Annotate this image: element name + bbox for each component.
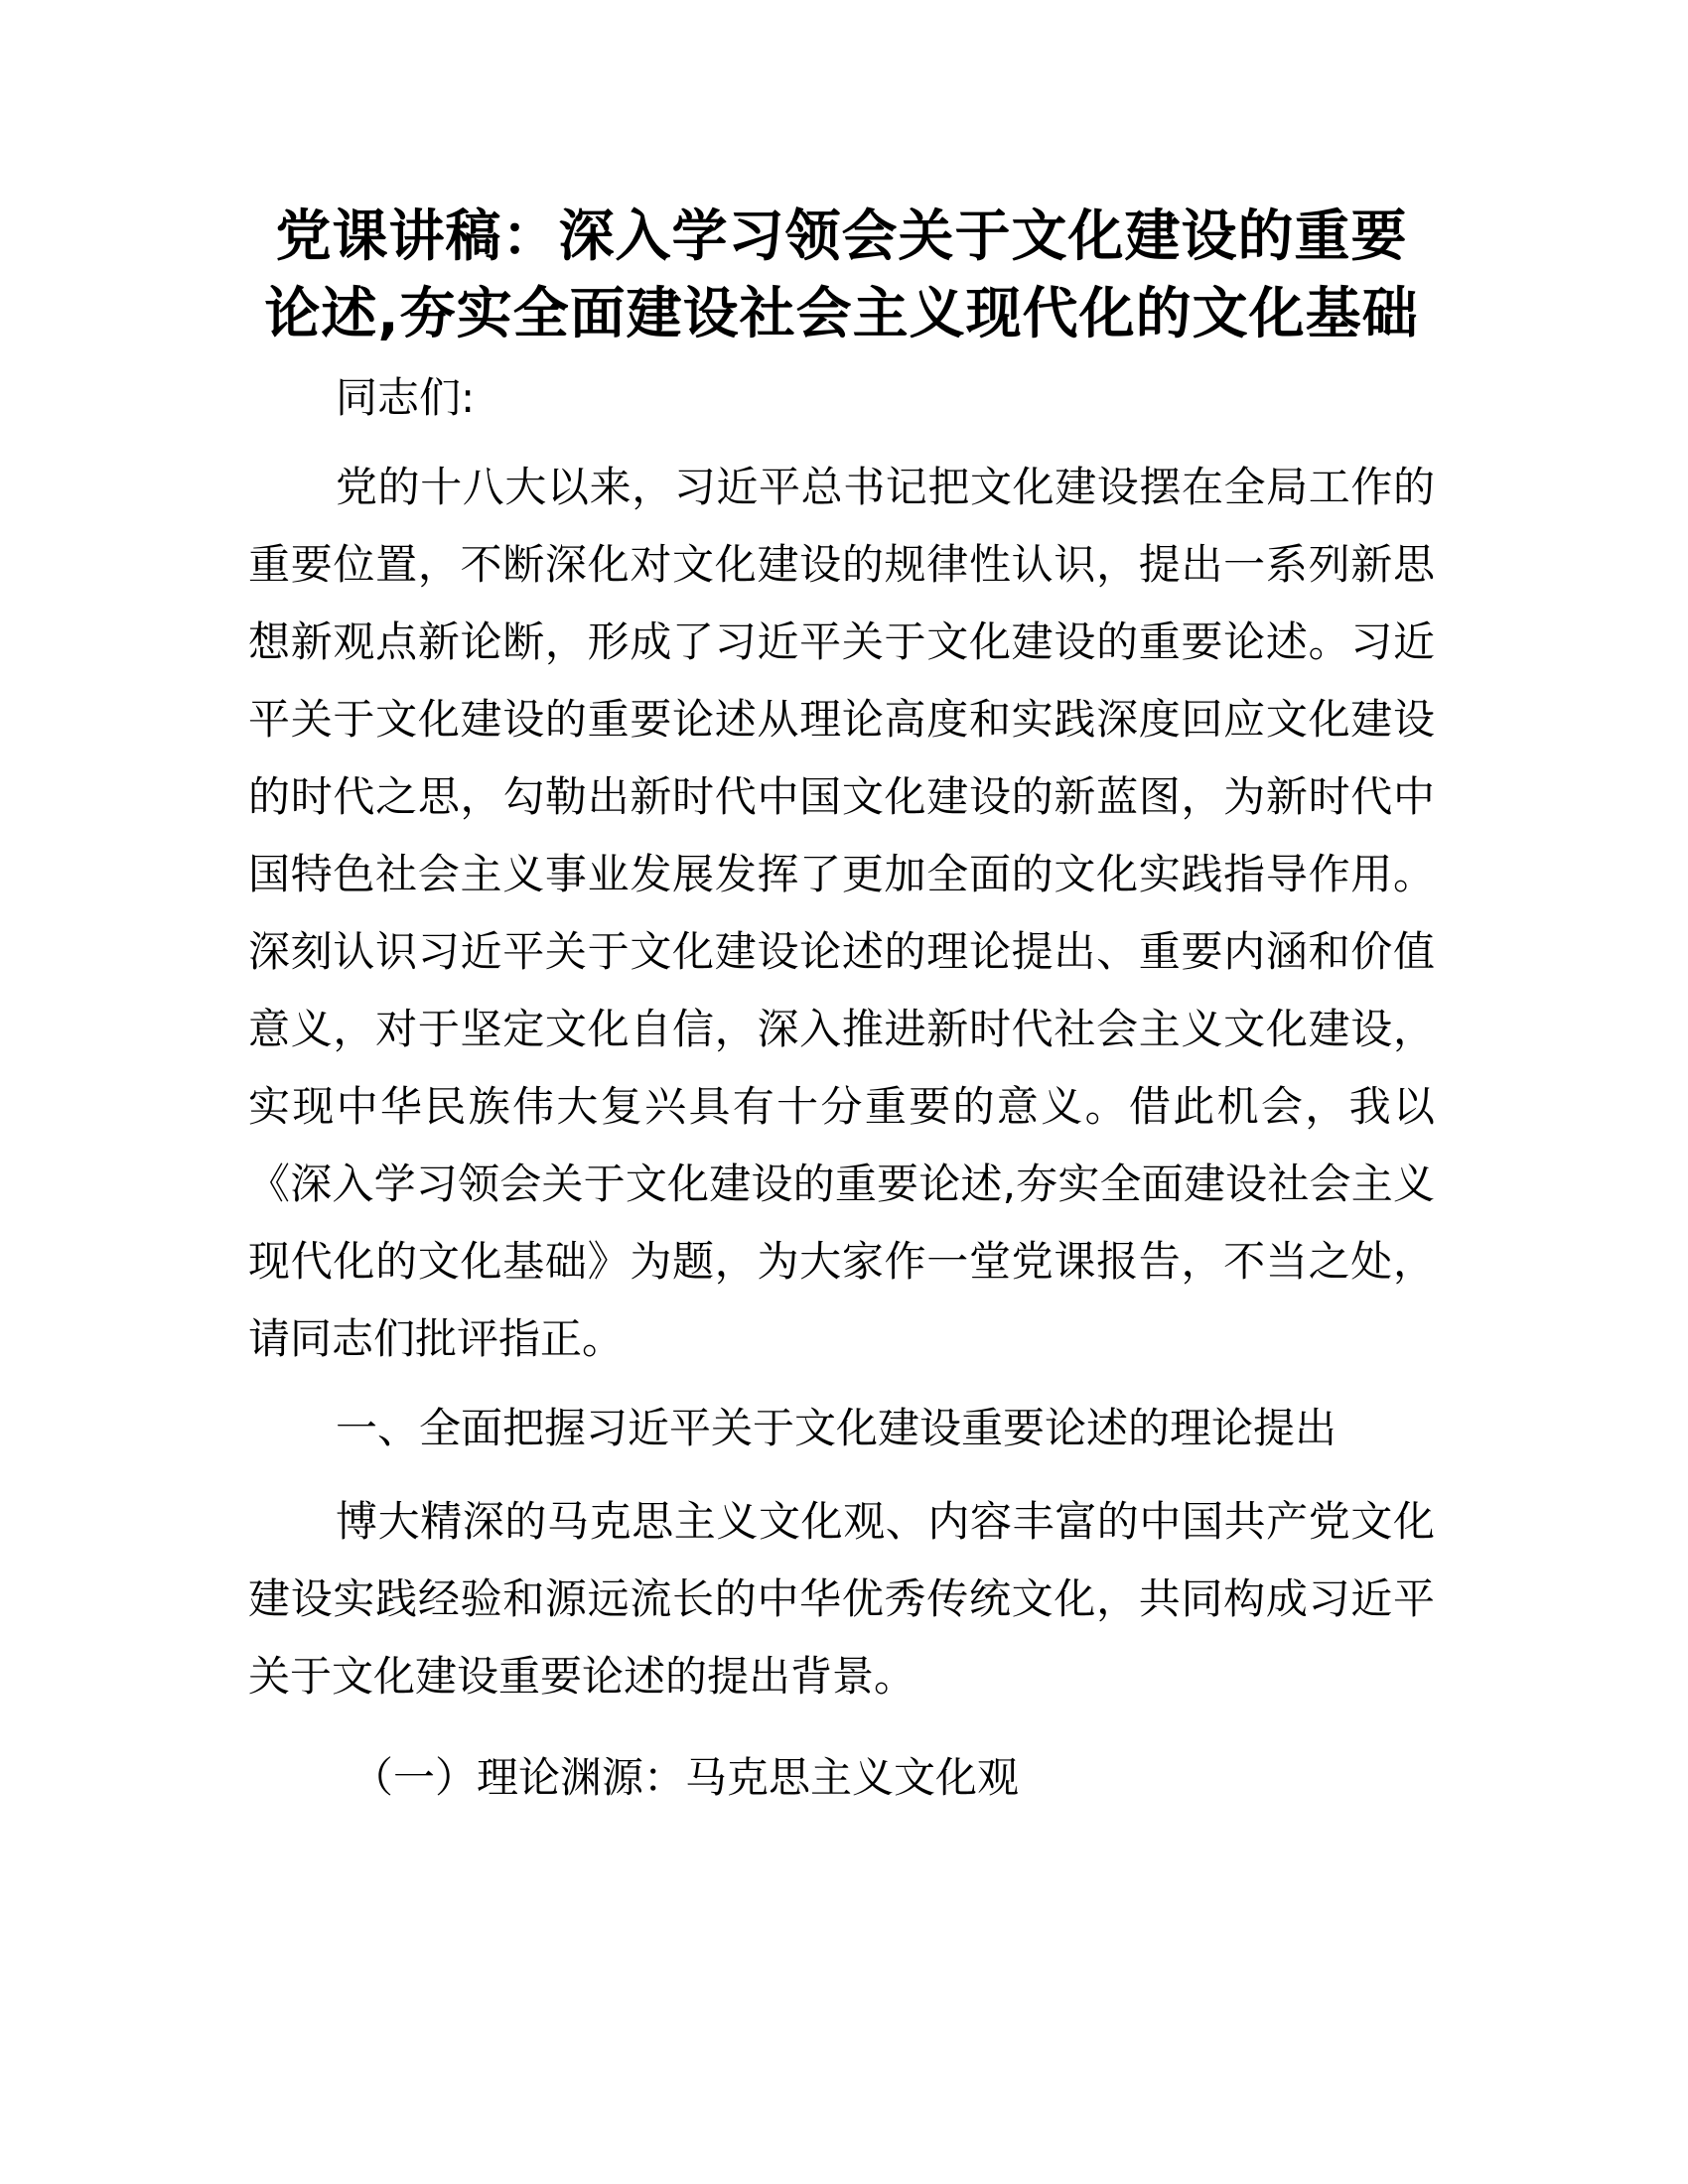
document-title-line-2: 论述,夯实全面建设社会主义现代化的文化基础 (264, 282, 1419, 346)
paragraph-intro: 党的十八大以来，习近平总书记把文化建设摆在全局工作的重要位置，不断深化对文化建设的规律性认识，提出一系列新思想新观点新论断，形成了习近平关于文化建设的重要论述。习近平关于文化建设的重要论述从理论高度和实践深度回应文化建设的时代之思，勾勒出新时代中国文化建设的新蓝图，为新时代中国特色社会主义事业发展发挥了更加全面的文化实践指导作用。深刻认识习近平关于文化建设论述的理论提出、重要内涵和价值意义，对于坚定文化自信，深入推进新时代社会主义文化建设，实现中华民族伟大复兴具有十分重要的意义。借此机会，我以《深入学习领会关于文化建设的重要论述,夯实全面建设社会主义现代化的文化基础》为题，为大家作一堂党课报告，不当之处，请同志们批评指正。 (248, 463, 1435, 1363)
section-heading-1: 一、全面把握习近平关于文化建设重要论述的理论提出 (336, 1404, 1337, 1452)
subsection-heading-1: （一）理论渊源：马克思主义文化观 (352, 1753, 1020, 1802)
document-title-line-1: 党课讲稿：深入学习领会关于文化建设的重要 (275, 205, 1408, 269)
document-body (248, 199, 1435, 1817)
paragraph-background: 博大精深的马克思主义文化观、内容丰富的中国共产党文化建设实践经验和源远流长的中华优秀传统文化，共同构成习近平关于文化建设重要论述的提出背景。 (248, 1497, 1435, 1701)
document-title (248, 199, 1435, 353)
greeting: 同志们: (336, 373, 476, 422)
